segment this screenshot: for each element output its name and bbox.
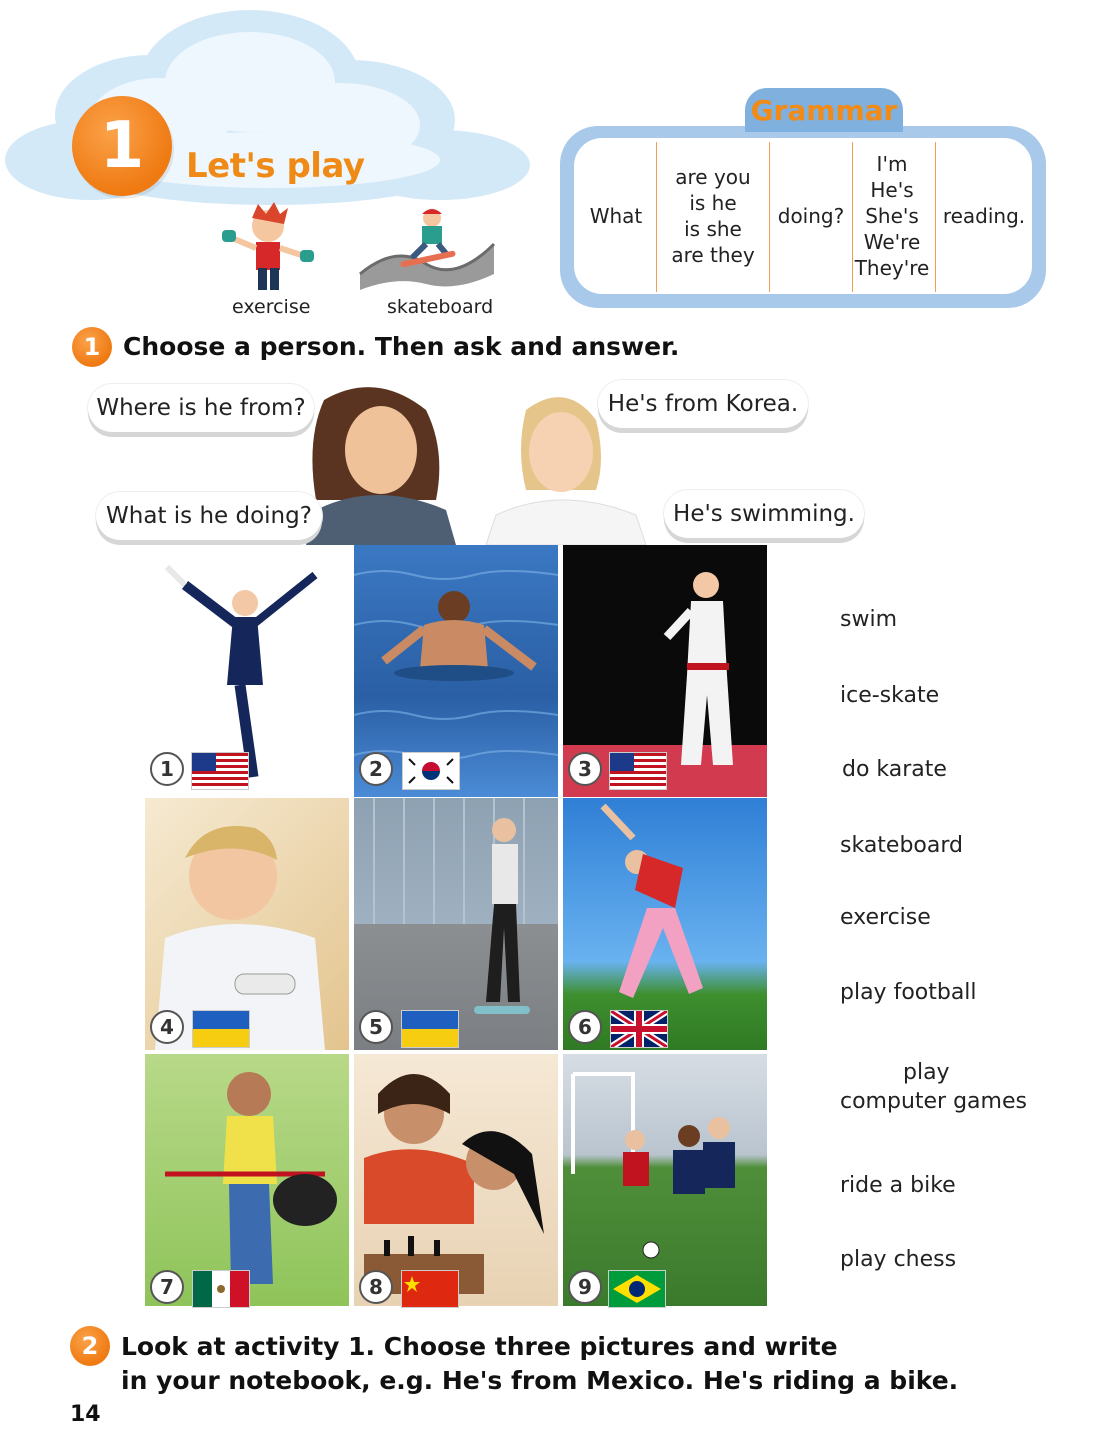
vocab-label-skateboard: skateboard	[387, 296, 494, 318]
speech-bubble-question-2: What is he doing?	[96, 492, 322, 540]
photo-number-7: 7	[150, 1270, 184, 1304]
action-word-computer-games: computer games	[840, 1089, 1027, 1114]
action-word-ice-skate: ice-skate	[840, 683, 940, 708]
activity-1-number: 1	[72, 327, 112, 367]
action-word-exercise: exercise	[840, 905, 931, 930]
boy-exercising-icon	[218, 198, 318, 296]
south-korea-flag-icon	[402, 752, 460, 790]
grammar-word: are you	[675, 165, 751, 189]
grammar-word: doing?	[777, 204, 845, 228]
brazil-flag-icon	[608, 1270, 666, 1308]
grammar-col-what	[578, 140, 654, 292]
activity-1-instruction: Choose a person. Then ask and answer.	[123, 332, 680, 361]
action-word-skateboard: skateboard	[840, 833, 963, 858]
grammar-word: What	[589, 204, 643, 228]
header-cloud	[0, 0, 560, 220]
action-word-play-football: play football	[840, 980, 977, 1005]
photo-number-2: 2	[359, 752, 393, 786]
photo-9-football	[563, 1054, 767, 1306]
china-flag-icon	[401, 1270, 459, 1308]
grammar-word: We're	[863, 230, 921, 254]
action-word-play-chess: play chess	[840, 1247, 957, 1272]
photo-number-5: 5	[359, 1010, 393, 1044]
grammar-word: He's	[870, 178, 914, 202]
grammar-divider	[769, 142, 770, 292]
ukraine-flag-icon	[401, 1010, 459, 1048]
speech-bubble-question-1: Where is he from?	[88, 384, 314, 432]
unit-number-badge: 1	[72, 96, 172, 196]
grammar-col-doing	[771, 140, 851, 292]
photo-8-chess	[354, 1054, 558, 1306]
activity-2-instruction-line-2: in your notebook, e.g. He's from Mexico. He's riding a bike.	[121, 1366, 959, 1395]
page-number: 14	[70, 1402, 101, 1427]
photo-number-6: 6	[568, 1010, 602, 1044]
activity-2-instruction-line-1: Look at activity 1. Choose three pictures and write	[121, 1332, 838, 1361]
grammar-word: I'm	[876, 152, 908, 176]
grammar-divider	[656, 142, 657, 292]
grammar-col-verb	[936, 140, 1032, 292]
photo-number-9: 9	[568, 1270, 602, 1304]
grammar-word: They're	[854, 256, 930, 280]
grammar-word: reading.	[942, 204, 1026, 228]
grammar-word: is she	[684, 217, 742, 241]
grammar-word: are they	[671, 243, 755, 267]
photo-number-8: 8	[359, 1270, 393, 1304]
unit-title: Let's play	[186, 146, 365, 186]
activity-2-number: 2	[70, 1326, 110, 1366]
speech-bubble-answer-2: He's swimming.	[664, 490, 864, 538]
grammar-word: She's	[865, 204, 919, 228]
boy-skateboarding-icon	[356, 204, 498, 294]
mexico-flag-icon	[192, 1270, 250, 1308]
photo-number-4: 4	[150, 1010, 184, 1044]
photo-number-3: 3	[568, 752, 602, 786]
ukraine-flag-icon	[192, 1010, 250, 1048]
action-word-play: play	[903, 1060, 950, 1085]
speech-bubble-answer-1: He's from Korea.	[598, 380, 808, 428]
photo-7-riding-a-bike	[145, 1054, 349, 1306]
action-word-swim: swim	[840, 607, 897, 632]
action-word-do-karate: do karate	[842, 757, 947, 782]
photo-number-1: 1	[150, 752, 184, 786]
grammar-col-subject	[658, 140, 768, 292]
vocab-label-exercise: exercise	[232, 296, 311, 318]
grammar-col-pronoun	[852, 140, 932, 292]
grammar-tab: Grammar	[745, 88, 903, 132]
action-word-ride-a-bike: ride a bike	[840, 1173, 956, 1198]
uk-flag-icon	[610, 1010, 668, 1048]
usa-flag-icon	[191, 752, 249, 790]
grammar-word: is he	[689, 191, 737, 215]
usa-flag-icon	[609, 752, 667, 790]
